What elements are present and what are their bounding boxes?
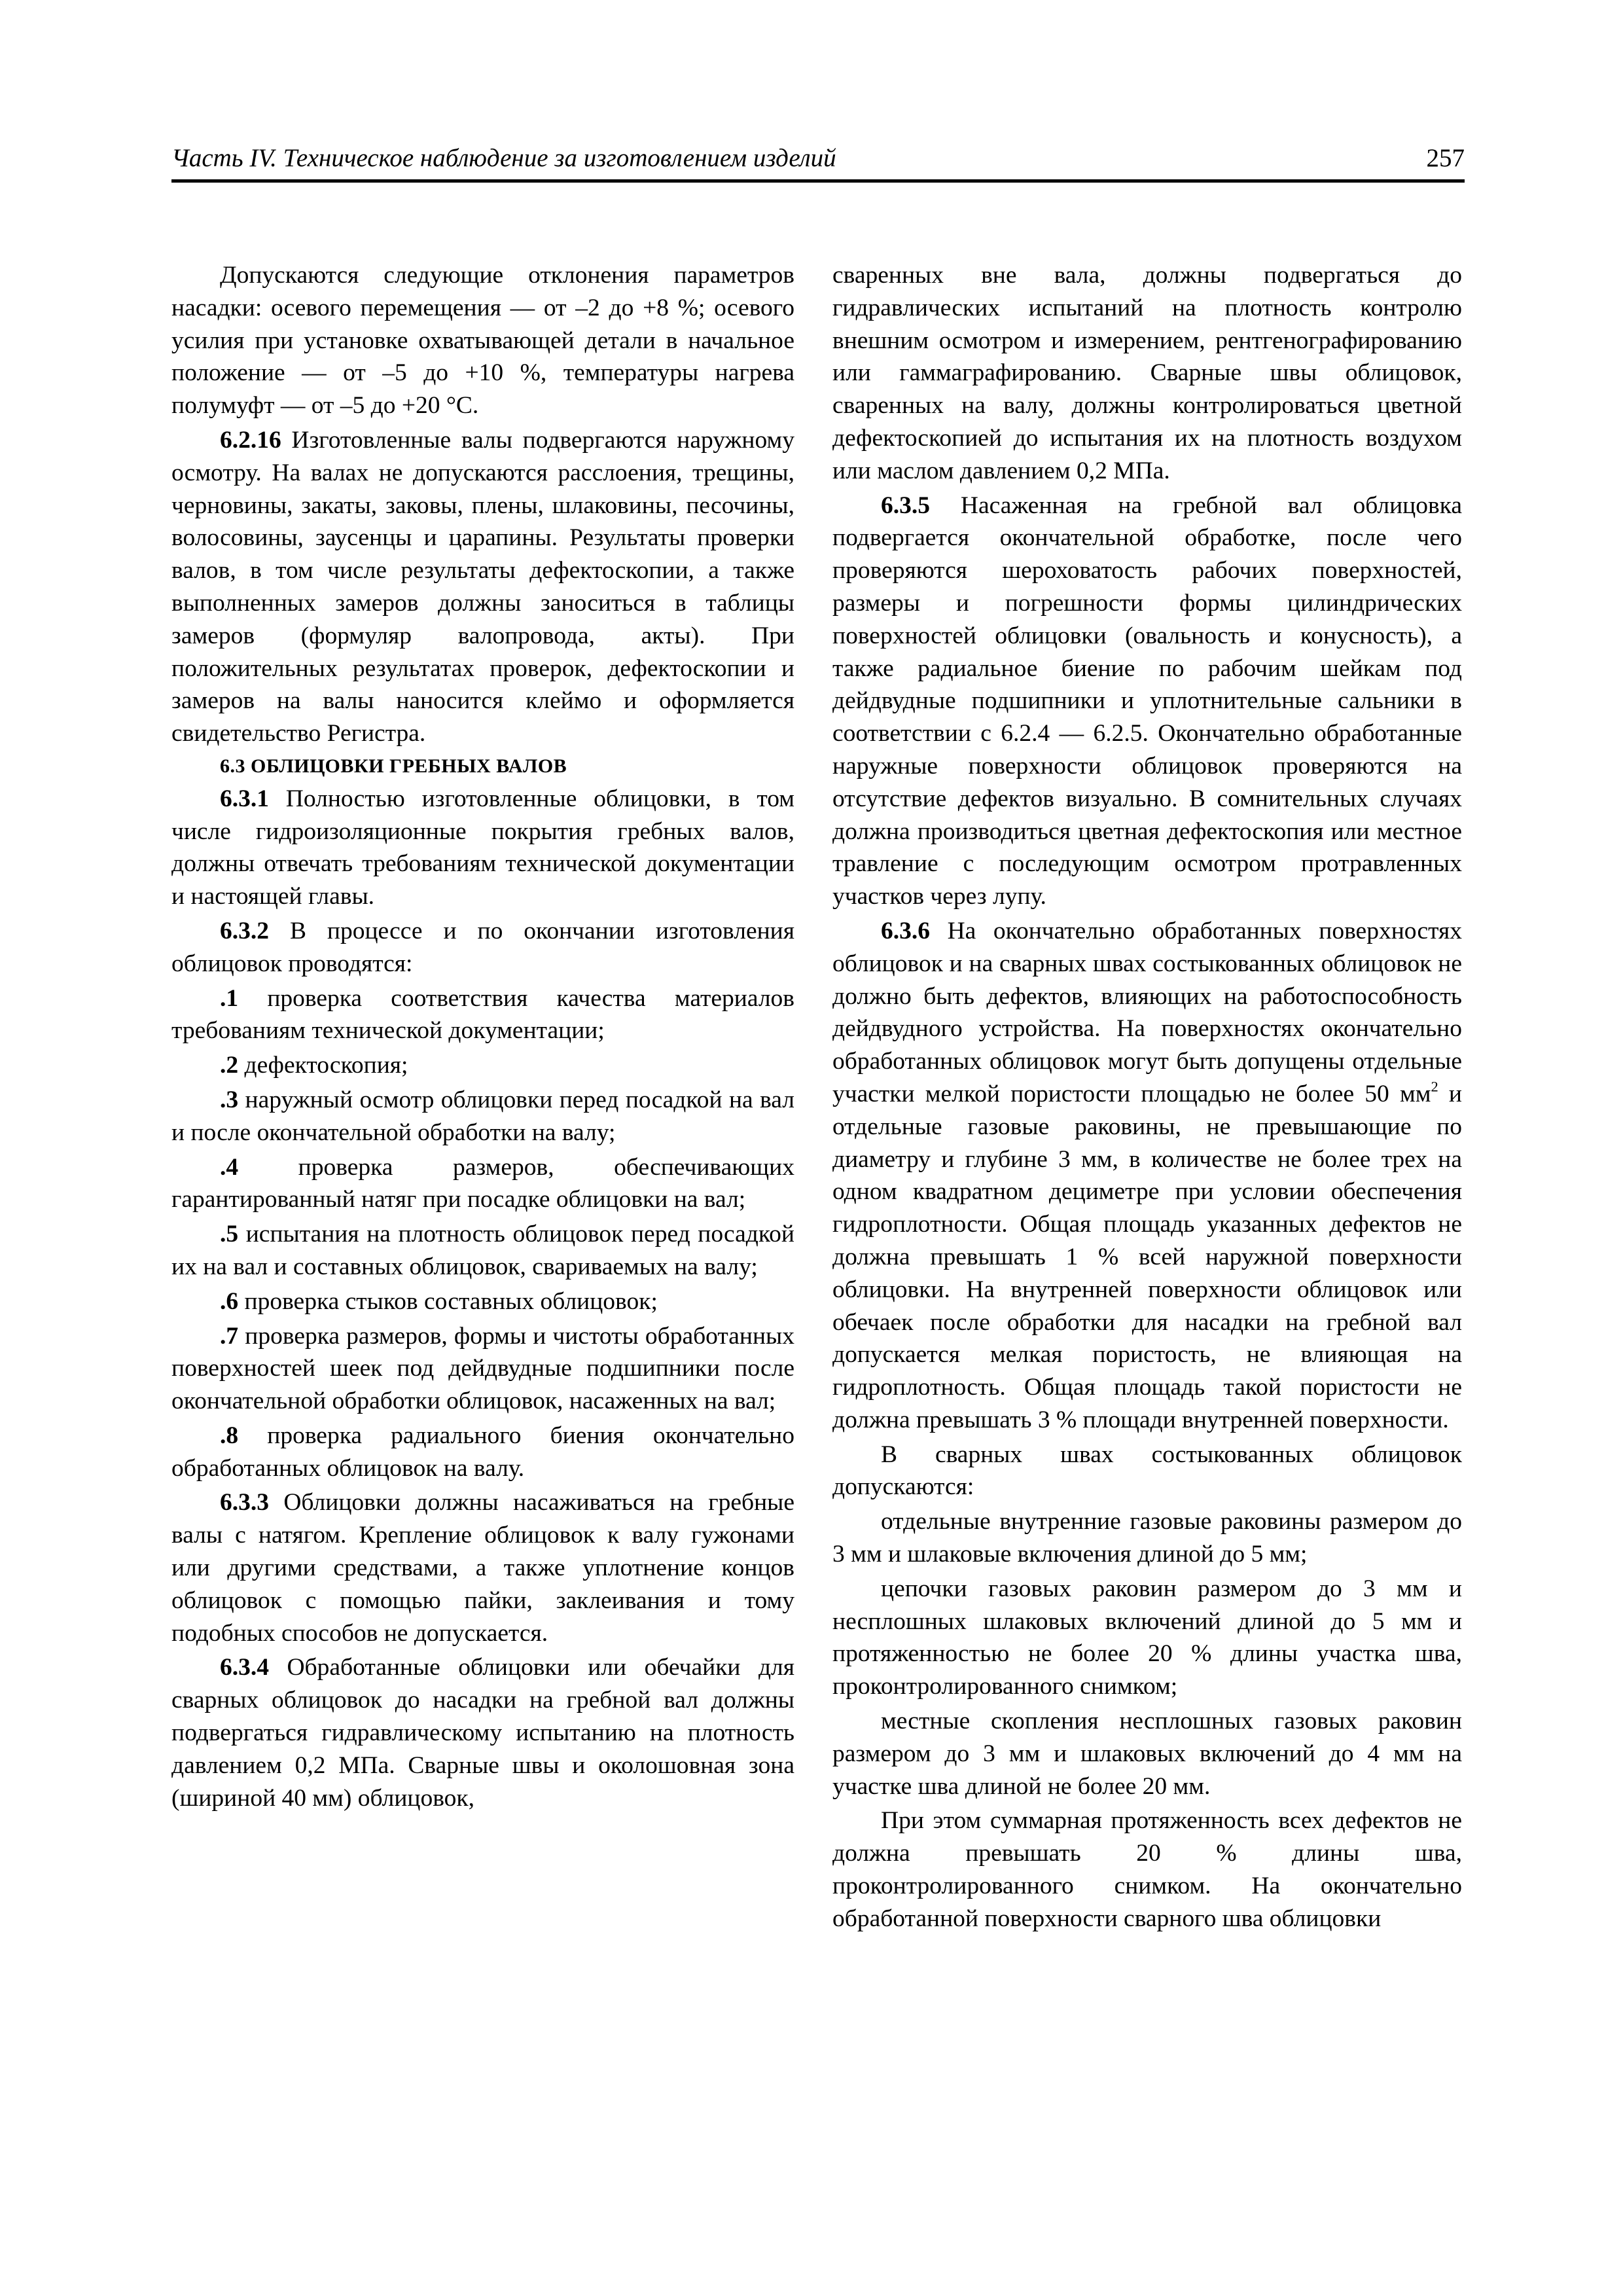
clause-number: 6.3.5 bbox=[881, 492, 930, 519]
list-item bbox=[171, 1285, 794, 1318]
superscript: 2 bbox=[1431, 1078, 1438, 1095]
running-title: Часть IV. Техническое наблюдение за изготовлением изделий bbox=[171, 144, 836, 172]
item-text: наружный осмотр облицовки перед посадкой на вал и после окончательной обработки на валу; bbox=[171, 1086, 794, 1146]
paragraph-6-3-4-continued: сваренных вне вала, должны подвергаться до гидравлических испытаний на плотность контролю внешним осмотром и измерением, рентгенографированию или гаммаграфированию. Сварные швы облицовок, сваренных на валу, должны контролироваться цветной дефектоскопией до испытания их на плотность воздухом или маслом давлением 0,2 МПа. bbox=[832, 262, 1462, 484]
paragraph-6-3-4 bbox=[171, 1651, 794, 1814]
list-item bbox=[171, 1049, 794, 1082]
item-number: .2 bbox=[220, 1052, 239, 1079]
list-item bbox=[171, 1218, 794, 1283]
paragraph-6-3-3 bbox=[171, 1486, 794, 1649]
paragraph-total-defects: При этом суммарная протяженность всех дефектов не должна превышать 20 % длины шва, проконтролированного снимком. На окончательно обработанной поверхности сварного шва облицовки bbox=[832, 1807, 1462, 1932]
section-title: 6.3 ОБЛИЦОВКИ ГРЕБНЫХ ВАЛОВ bbox=[220, 755, 567, 777]
clause-text: Изготовленные валы подвергаются наружному осмотру. На валах не допускаются расслоения, трещины, черновины, закаты, заковы, плены, шлаковины, песочины, волосовины, заусенцы и царапины. Результаты проверки валов, в том числе результаты дефектоскопии, а также выполненных замеров должны заноситься в таблицы замеров (формуляр валопровода, акты). При положительных результатах проверок, дефектоскопии и замеров на валы наносится клеймо и оформляется свидетельство Регистра. bbox=[171, 426, 794, 747]
item-number: .4 bbox=[220, 1153, 239, 1181]
clause-number: 6.3.3 bbox=[220, 1489, 269, 1516]
paragraph-6-3-6 bbox=[832, 915, 1462, 1437]
item-number: .7 bbox=[220, 1322, 239, 1350]
item-text: испытания на плотность облицовок перед посадкой их на вал и составных облицовок, свариваемых на валу; bbox=[171, 1221, 794, 1280]
paragraph-weld-defects-3: местные скопления несплошных газовых раковин размером до 3 мм и шлаковых включений до 4 мм на участке шва длиной не более 20 мм. bbox=[832, 1708, 1462, 1800]
item-number: .3 bbox=[220, 1086, 239, 1113]
clause-text: На окончательно обработанных поверхностях облицовок и на сварных швах состыкованных облицовок не должно быть дефектов, влияющих на работоспособность дейдвудного устройства. На поверхностях окончательно обработанных облицовок могут быть допущены отдельные участки мелкой пористости площадью не более 50 мм bbox=[832, 917, 1462, 1107]
item-text: проверка размеров, обеспечивающих гарантированный натяг при посадке облицовки на вал; bbox=[171, 1153, 794, 1213]
left-column bbox=[171, 259, 794, 1814]
list-item bbox=[171, 1084, 794, 1149]
item-number: .8 bbox=[220, 1422, 239, 1449]
item-text: проверка размеров, формы и чистоты обработанных поверхностей шеек под дейдвудные подшипники после окончательной обработки облицовок, насаженных на вал; bbox=[171, 1322, 794, 1415]
item-text: дефектоскопия; bbox=[238, 1052, 408, 1079]
clause-text: Облицовки должны насаживаться на гребные валы с натягом. Крепление облицовок к валу гужонами или другими средствами, а также уплотнение концов облицовок с помощью пайки, заклеивания и тому подобных способов не допускается. bbox=[171, 1489, 794, 1647]
item-text: проверка стыков составных облицовок; bbox=[238, 1287, 658, 1315]
clause-number: 6.3.1 bbox=[220, 785, 269, 812]
paragraph-6-3-5 bbox=[832, 490, 1462, 913]
paragraph-weld-defects-1: отдельные внутренние газовые раковины размером до 3 мм и шлаковые включения длиной до 5 мм; bbox=[832, 1508, 1462, 1568]
paragraph-6-3-1 bbox=[171, 783, 794, 913]
list-item bbox=[171, 1320, 794, 1418]
paragraph-6-3-2 bbox=[171, 915, 794, 980]
item-number: .6 bbox=[220, 1287, 239, 1315]
page-header bbox=[171, 143, 1465, 183]
clause-text: Обработанные облицовки или обечайки для сварных облицовок до насадки на гребной вал должны подвергаться гидравлическому испытанию на плотность давлением 0,2 МПа. Сварные швы и околошовная зона (шириной 40 мм) облицовок, bbox=[171, 1654, 794, 1812]
clause-text: Насаженная на гребной вал облицовка подвергается окончательной обработке, после чего проверяются шероховатость рабочих поверхностей, размеры и погрешности формы цилиндрических поверхностей облицовки (овальность и конусность), а также радиальное биение по рабочим шейкам под дейдвудные подшипники и уплотнительные сальники в соответствии с 6.2.4 — 6.2.5. Окончательно обработанные наружные поверхности облицовок проверяются на отсутствие дефектов визуально. В сомнительных случаях должна производиться цветная дефектоскопия или местное травление с последующим осмотром протравленных участков через лупу. bbox=[832, 492, 1462, 910]
list-item bbox=[171, 1151, 794, 1217]
list-item bbox=[171, 982, 794, 1048]
clause-text: В процессе и по окончании изготовления облицовок проводятся: bbox=[171, 917, 794, 977]
paragraph-weld-defects-intro: В сварных швах состыкованных облицовок допускаются: bbox=[832, 1441, 1462, 1501]
paragraph-6-2-16 bbox=[171, 424, 794, 750]
item-number: .5 bbox=[220, 1221, 239, 1248]
paragraph-weld-defects-2: цепочки газовых раковин размером до 3 мм и несплошных шлаковых включений длиной до 5 мм и протяженностью не более 20 % длины участка шва, проконтролированного снимком; bbox=[832, 1575, 1462, 1700]
clause-number: 6.3.2 bbox=[220, 917, 269, 944]
clause-number: 6.2.16 bbox=[220, 426, 281, 454]
item-text: проверка соответствия качества материалов требованиям технической документации; bbox=[171, 984, 794, 1045]
clause-text: Полностью изготовленные облицовки, в том числе гидроизоляционные покрытия гребных валов, должны отвечать требованиям технической документации и настоящей главы. bbox=[171, 785, 794, 910]
list-item bbox=[171, 1420, 794, 1485]
clause-text: и отдельные газовые раковины, не превышающие по диаметру и глубине 3 мм, в количестве не более трех на одном квадратном дециметре при условии обеспечения гидроплотности. Общая площадь указанных дефектов не должна превышать 1 % всей наружной поверхности облицовки. На внутренней поверхности облицовок или обечаек после обработки для насадки на гребной вал допускается мелкая пористость, не влияющая на гидроплотность. Общая площадь такой пористости не должна превышать 3 % площади внутренней поверхности. bbox=[832, 1080, 1462, 1433]
clause-number: 6.3.4 bbox=[220, 1654, 269, 1681]
right-column bbox=[832, 259, 1462, 1935]
item-text: проверка радиального биения окончательно обработанных облицовок на валу. bbox=[171, 1422, 794, 1482]
item-number: .1 bbox=[220, 984, 239, 1012]
clause-number: 6.3.6 bbox=[881, 917, 930, 944]
paragraph-tolerances: Допускаются следующие отклонения параметров насадки: осевого перемещения — от –2 до +8 %; осевого усилия при установке охватывающей детали в начальное положение — от –5 до +10 %, температуры нагрева полумуфт — от –5 до +20 °С. bbox=[171, 262, 794, 420]
page-number: 257 bbox=[1426, 144, 1465, 172]
